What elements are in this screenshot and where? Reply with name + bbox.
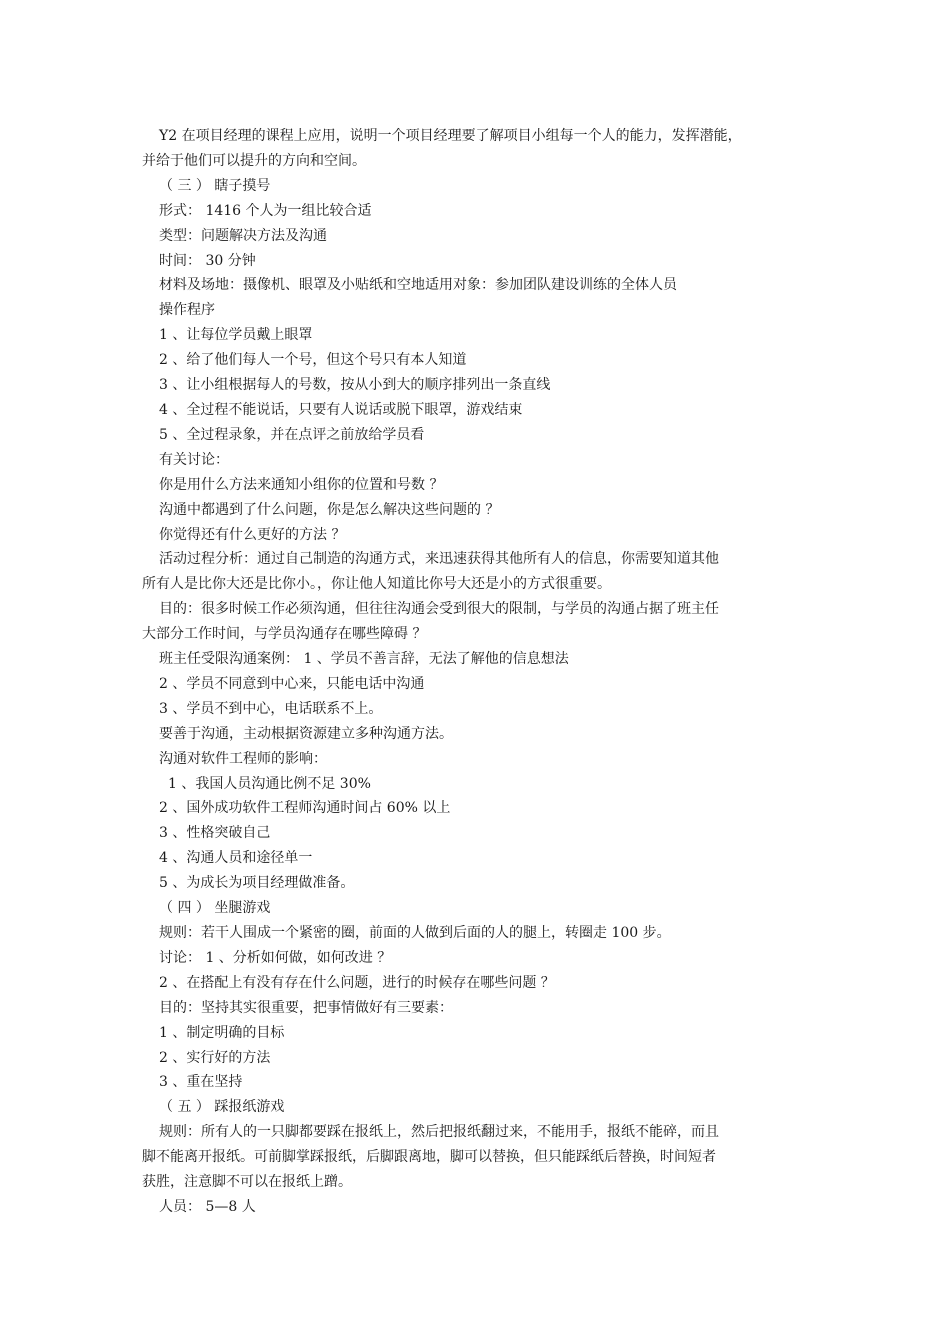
text-line: 4 、沟通人员和途径单一 — [159, 850, 313, 867]
text-line: 人员： 5—8 人 — [159, 1198, 256, 1215]
text-line: 材料及场地：摄像机、眼罩及小贴纸和空地适用对象：参加团队建设训练的全体人员 — [159, 277, 677, 294]
text-line: （ 三 ） 瞎子摸号 — [159, 177, 271, 194]
text-line: 所有人是比你大还是比你小。，你让他人知道比你号大还是小的方式很重要。 — [142, 576, 611, 593]
text-line: 获胜，注意脚不可以在报纸上蹭。 — [142, 1174, 352, 1191]
text-line: 2 、给了他们每人一个号，但这个号只有本人知道 — [159, 352, 467, 369]
text-line: 2 、国外成功软件工程师沟通时间占 60% 以上 — [159, 800, 451, 817]
text-line: 要善于沟通，主动根据资源建立多种沟通方法。 — [159, 725, 453, 742]
text-line: 4 、全过程不能说话，只要有人说话或脱下眼罩，游戏结束 — [159, 401, 523, 418]
text-line: 操作程序 — [159, 302, 215, 319]
text-line: 目的：很多时候工作必须沟通，但往往沟通会受到很大的限制，与学员的沟通占据了班主任 — [159, 601, 719, 618]
text-line: 3 、学员不到中心，电话联系不上。 — [159, 700, 383, 717]
document-page — [142, 124, 812, 1220]
text-line: 脚不能离开报纸。可前脚掌踩报纸，后脚跟离地，脚可以替换，但只能踩纸后替换，时间短者 — [142, 1149, 716, 1166]
text-line: 活动过程分析：通过自己制造的沟通方式，来迅速获得其他所有人的信息，你需要知道其他 — [159, 551, 719, 568]
text-line: 1 、我国人员沟通比例不足 30% — [168, 775, 371, 792]
text-line: 3 、重在坚持 — [159, 1074, 243, 1091]
text-line: 规则：若干人围成一个紧密的圈，前面的人做到后面的人的腿上，转圈走 100 步。 — [159, 925, 671, 941]
text-line: 类型：问题解决方法及沟通 — [159, 227, 327, 244]
text-line: 讨论： 1 、分析如何做，如何改进 ？ — [159, 949, 392, 966]
text-line: 3 、让小组根据每人的号数，按从小到大的顺序排列出一条直线 — [159, 377, 551, 394]
text-line: 2 、在搭配上有没有存在什么问题，进行的时候存在哪些问题 ？ — [159, 974, 555, 991]
text-line: 并给于他们可以提升的方向和空间。 — [142, 152, 366, 169]
text-line: 3 、性格突破自己 — [159, 825, 271, 842]
text-line: 2 、实行好的方法 — [159, 1049, 271, 1066]
text-line: 大部分工作时间，与学员沟通存在哪些障碍 ？ — [142, 626, 427, 643]
text-line: 你是用什么方法来通知小组你的位置和号数 ？ — [159, 476, 444, 493]
text-line: 规则：所有人的一只脚都要踩在报纸上，然后把报纸翻过来，不能用手，报纸不能碎，而且 — [159, 1124, 719, 1141]
text-line: 2 、学员不同意到中心来，只能电话中沟通 — [159, 675, 425, 692]
text-line: 时间： 30 分钟 — [159, 252, 256, 269]
text-line: 沟通中都遇到了什么问题，你是怎么解决这些问题的 ？ — [159, 501, 500, 518]
text-line: （ 四 ） 坐腿游戏 — [159, 900, 271, 917]
text-line: 1 、制定明确的目标 — [159, 1024, 285, 1041]
text-line: 沟通对软件工程师的影响： — [159, 750, 327, 767]
text-line: 有关讨论： — [159, 451, 229, 468]
text-line: 5 、为成长为项目经理做准备。 — [159, 875, 355, 892]
text-line: 5 、全过程录象，并在点评之前放给学员看 — [159, 426, 425, 443]
text-line: 目的：坚持其实很重要，把事情做好有三要素： — [159, 999, 453, 1016]
text-line: 班主任受限沟通案例： 1 、学员不善言辞，无法了解他的信息想法 — [159, 651, 569, 668]
text-line: （ 五 ） 踩报纸游戏 — [159, 1099, 285, 1116]
text-line: Y2 在项目经理的课程上应用，说明一个项目经理要了解项目小组每一个人的能力，发挥潜能， — [159, 128, 742, 144]
text-line: 1 、让每位学员戴上眼罩 — [159, 327, 313, 344]
text-line: 形式： 1416 个人为一组比较合适 — [159, 202, 372, 219]
text-line: 你觉得还有什么更好的方法 ？ — [159, 526, 346, 543]
